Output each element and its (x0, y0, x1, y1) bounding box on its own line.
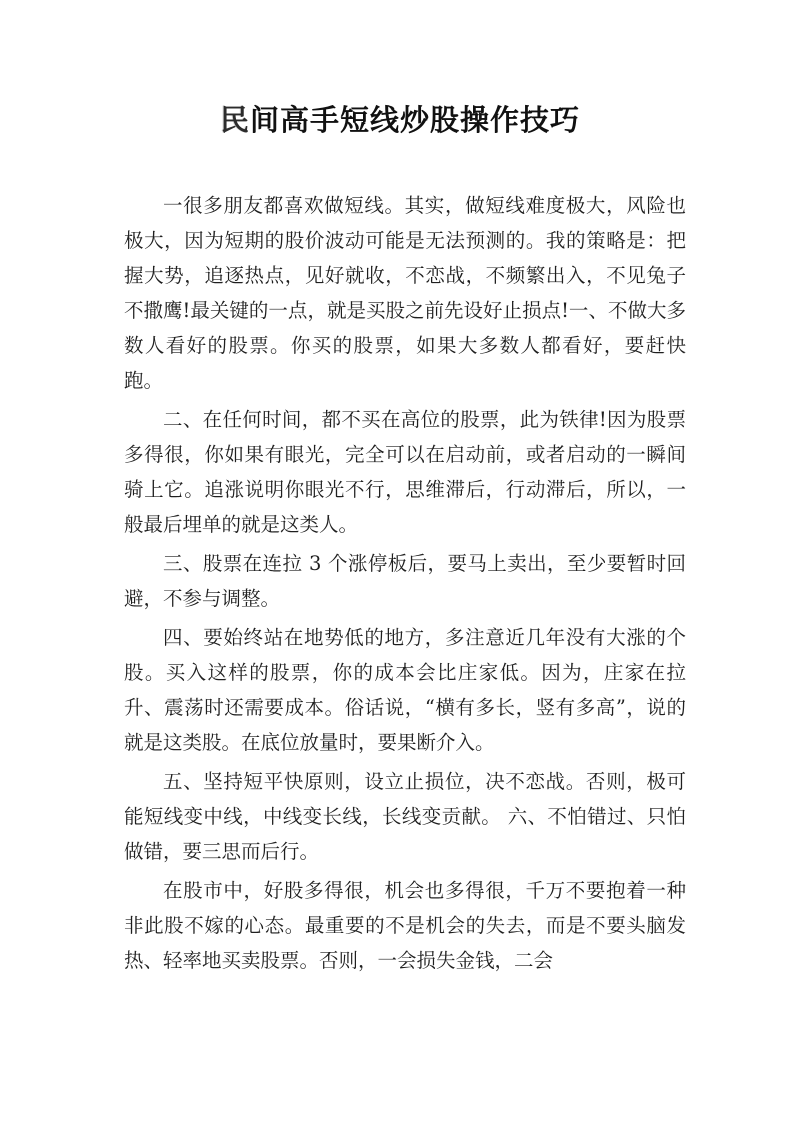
paragraph-4: 四、要始终站在地势低的地方，多注意近几年没有大涨的个股。买入这样的股票，你的成本会比庄家低。因为，庄家在拉升、震荡时还需要成本。俗话说，“横有多长，竖有多高”，说的就是这类股。在底位放量时，要果断介入。 (124, 626, 686, 754)
paragraph-5: 五、坚持短平快原则，设立止损位，决不恋战。否则，极可能短线变中线，中线变长线，长线变贡献。 六、不怕错过、只怕做错，要三思而后行。 (124, 770, 686, 863)
document-title (0, 100, 800, 140)
document-title-lead: 民 (219, 103, 250, 137)
document-title-rest: 间高手短线炒股操作技巧 (250, 103, 581, 137)
paragraph-1: 一很多朋友都喜欢做短线。其实，做短线难度极大，风险也极大，因为短期的股价波动可能是无法预测的。我的策略是：把握大势，追逐热点，见好就收，不恋战，不频繁出入，不见兔子不撒鹰!最关键的一点，就是买股之前先设好止损点!一、不做大多数人看好的股票。你买的股票，如果大多数人都看好，要赶快跑。 (124, 194, 686, 392)
paragraph-6: 在股市中，好股多得很，机会也多得很，千万不要抱着一种非此股不嫁的心态。最重要的不是机会的失去，而是不要头脑发热、轻率地买卖股票。否则，一会损失金钱，二会 (124, 879, 686, 972)
paragraph-2: 二、在任何时间，都不买在高位的股票，此为铁律!因为股票多得很，你如果有眼光，完全可以在启动前，或者启动的一瞬间骑上它。追涨说明你眼光不行，思维滞后，行动滞后，所以，一般最后埋单的就是这类人。 (124, 408, 686, 536)
paragraph-3: 三、股票在连拉 3 个涨停板后，要马上卖出，至少要暂时回避，不参与调整。 (124, 552, 686, 610)
document-body (124, 188, 686, 982)
